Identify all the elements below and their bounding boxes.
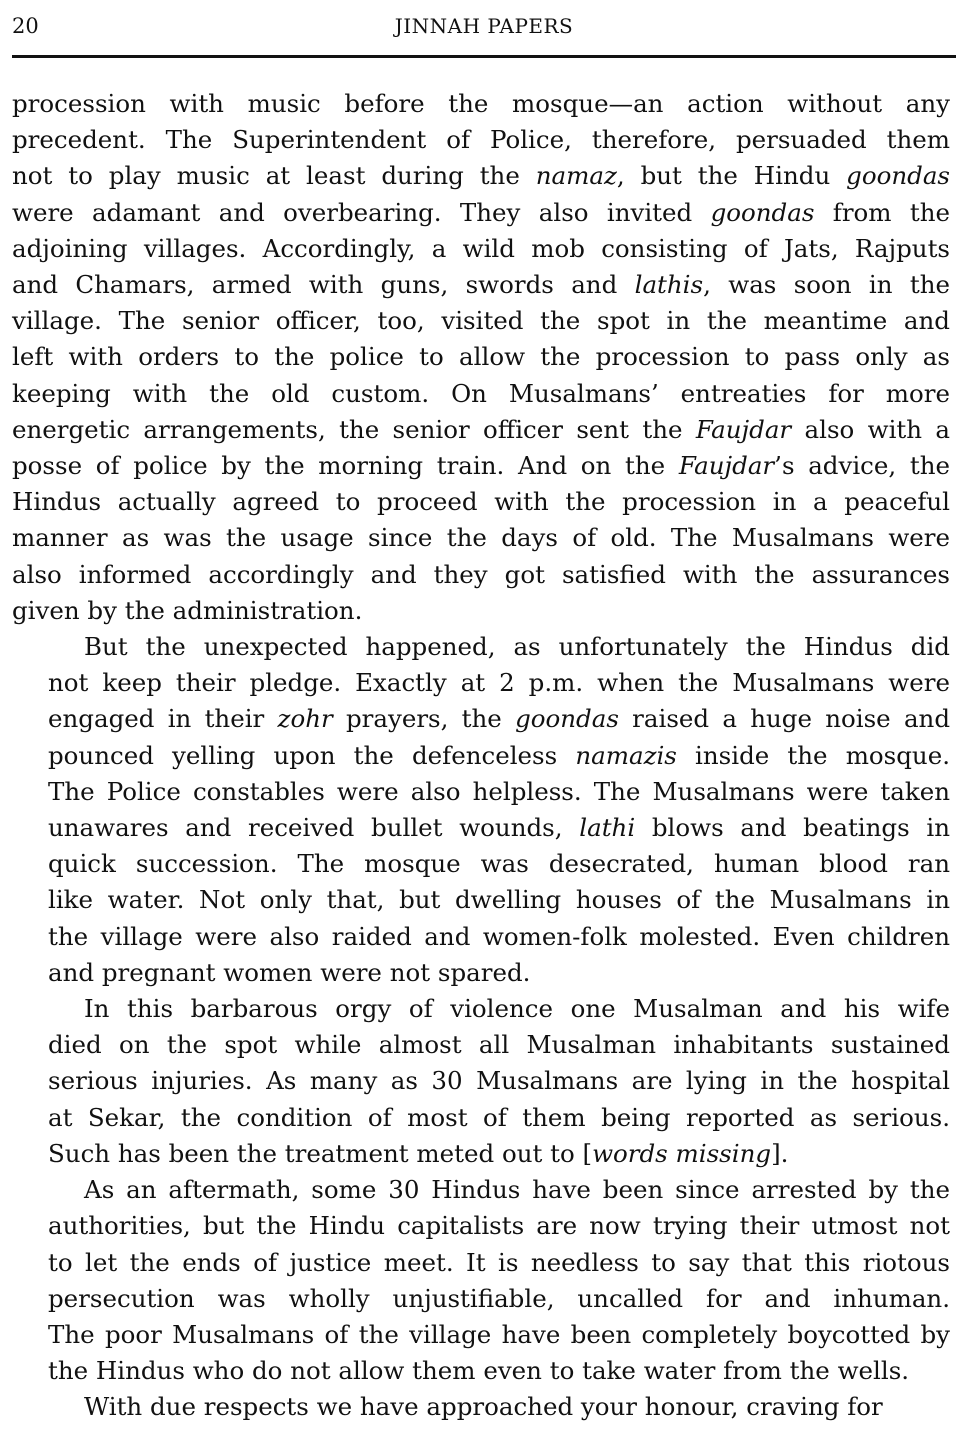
italic-term: words missing — [592, 1138, 772, 1168]
header-rule — [12, 55, 956, 58]
text-line — [12, 593, 950, 629]
text-line — [12, 629, 950, 665]
text-run: village. The senior officer, too, visited the spot in the meantime and — [12, 306, 950, 336]
text-line — [12, 303, 950, 339]
text-run: from the — [814, 197, 950, 227]
text-run: also with a — [791, 414, 950, 444]
text-line — [12, 955, 950, 991]
body-text — [12, 86, 950, 1426]
text-run: engaged in their — [48, 704, 278, 734]
text-line — [12, 701, 950, 737]
text-line — [12, 195, 950, 231]
text-run: ]. — [771, 1138, 789, 1168]
text-run: , was soon in the — [703, 270, 950, 300]
italic-term: lathi — [579, 813, 636, 843]
text-run: authorities, but the Hindu capitalists are now trying their utmost not — [48, 1211, 950, 1241]
text-line — [12, 1172, 950, 1208]
text-line — [12, 484, 950, 520]
text-line — [12, 882, 950, 918]
italic-term: goondas — [515, 704, 619, 734]
text-line — [12, 1136, 950, 1172]
text-run: manner as was the usage since the days of old. The Musalmans were — [12, 523, 950, 553]
running-title: JINNAH PAPERS — [394, 14, 574, 38]
text-run: quick succession. The mosque was desecrated, human blood ran — [48, 849, 950, 879]
text-line — [12, 412, 950, 448]
text-line — [12, 158, 950, 194]
text-run: Such has been the treatment meted out to [ — [48, 1138, 593, 1168]
text-run: not keep their pledge. Exactly at 2 p.m. when the Musalmans were — [48, 668, 950, 698]
text-line — [12, 919, 950, 955]
text-run: ’s advice, the — [774, 451, 950, 481]
text-line — [12, 1063, 950, 1099]
text-line — [12, 1208, 950, 1244]
text-line — [12, 1281, 950, 1317]
page-number: 20 — [12, 14, 39, 38]
text-run: precedent. The Superintendent of Police, therefore, persuaded them — [12, 125, 950, 155]
text-run: The poor Musalmans of the village have been completely boycotted by — [48, 1319, 950, 1349]
paragraph — [12, 991, 950, 1172]
text-run: the village were also raided and women-folk molested. Even children — [48, 921, 950, 951]
text-run: not to play music at least during the — [12, 161, 536, 191]
paragraph — [12, 1389, 950, 1425]
text-run: adjoining villages. Accordingly, a wild mob consisting of Jats, Rajputs — [12, 233, 950, 263]
text-run: persecution was wholly unjustifiable, uncalled for and inhuman. — [48, 1283, 950, 1313]
text-line — [12, 846, 950, 882]
text-run: But the unexpected happened, as unfortunately the Hindus did — [84, 632, 950, 662]
text-run: at Sekar, the condition of most of them being reported as serious. — [48, 1102, 950, 1132]
text-line — [12, 1027, 950, 1063]
text-run: pounced yelling upon the defenceless — [48, 740, 576, 770]
text-run: given by the administration. — [12, 595, 363, 625]
text-run: prayers, the — [332, 704, 516, 734]
text-run: to let the ends of justice meet. It is needless to say that this riotous — [48, 1247, 950, 1277]
text-line — [12, 231, 950, 267]
text-run: died on the spot while almost all Musalman inhabitants sustained — [48, 1030, 950, 1060]
text-line — [12, 665, 950, 701]
text-run: posse of police by the morning train. And on the — [12, 451, 679, 481]
text-line — [12, 520, 950, 556]
text-run: left with orders to the police to allow the procession to pass only as — [12, 342, 950, 372]
text-run: The Police constables were also helpless. The Musalmans were taken — [48, 776, 950, 806]
text-line — [12, 448, 950, 484]
text-run: and pregnant women were not spared. — [48, 957, 531, 987]
italic-term: namazis — [575, 740, 677, 770]
text-run: serious injuries. As many as 30 Musalmans are lying in the hospital — [48, 1066, 950, 1096]
text-run: unawares and received bullet wounds, — [48, 813, 580, 843]
text-line — [12, 122, 950, 158]
italic-term: goondas — [710, 197, 815, 227]
text-line — [12, 267, 950, 303]
text-line — [12, 1389, 950, 1425]
text-line — [12, 738, 950, 774]
text-line — [12, 339, 950, 375]
text-run: In this barbarous orgy of violence one Musalman and his wife — [84, 994, 950, 1024]
text-run: With due respects we have approached your honour, craving for — [84, 1392, 883, 1422]
text-run: inside the mosque. — [676, 740, 950, 770]
text-line — [12, 376, 950, 412]
paragraph — [12, 1172, 950, 1389]
italic-term: namaz — [535, 161, 617, 191]
italic-term: lathis — [634, 270, 704, 300]
text-run: energetic arrangements, the senior officer sent the — [12, 414, 696, 444]
text-line — [12, 810, 950, 846]
text-line — [12, 991, 950, 1027]
text-line — [12, 557, 950, 593]
italic-term: Faujdar — [678, 451, 775, 481]
text-run: procession with music before the mosque—an action without any — [12, 89, 950, 118]
text-run: the Hindus who do not allow them even to take water from the wells. — [48, 1356, 910, 1386]
italic-term: Faujdar — [695, 414, 792, 444]
paragraph — [12, 86, 950, 629]
text-line — [12, 1100, 950, 1136]
text-line — [12, 86, 950, 122]
text-run: like water. Not only that, but dwelling houses of the Musalmans in — [48, 885, 950, 915]
text-line — [12, 1317, 950, 1353]
text-line — [12, 1245, 950, 1281]
text-run: , but the Hindu — [616, 161, 847, 191]
text-run: were adamant and overbearing. They also invited — [12, 197, 711, 227]
text-run: raised a huge noise and — [618, 704, 951, 734]
page-header — [12, 14, 956, 44]
text-line — [12, 774, 950, 810]
text-run: blows and beatings in — [635, 813, 950, 843]
text-run: and Chamars, armed with guns, swords and — [12, 270, 635, 300]
text-line — [12, 1353, 950, 1389]
text-run: also informed accordingly and they got satisfied with the assurances — [12, 559, 950, 589]
text-run: Hindus actually agreed to proceed with the procession in a peaceful — [12, 487, 950, 517]
italic-term: zohr — [277, 704, 333, 734]
text-run: As an aftermath, some 30 Hindus have been since arrested by the — [84, 1175, 950, 1205]
text-run: keeping with the old custom. On Musalmans’ entreaties for more — [12, 378, 950, 408]
paragraph — [12, 629, 950, 991]
italic-term: goondas — [846, 161, 950, 191]
